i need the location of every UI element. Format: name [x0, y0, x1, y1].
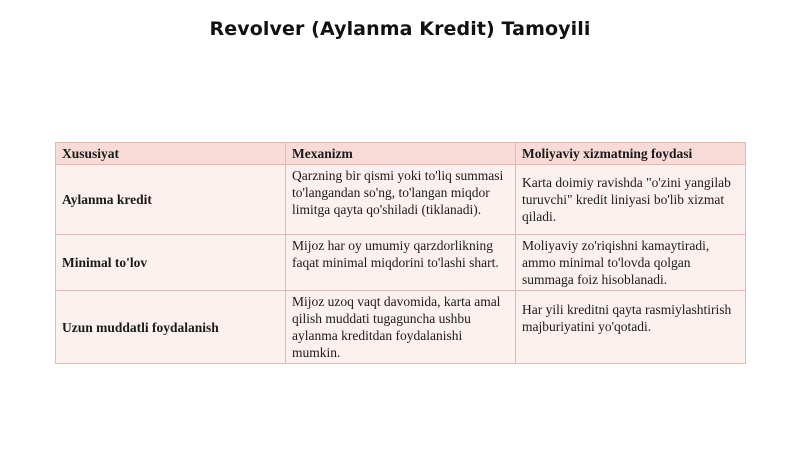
row-feature-cell: Minimal to'lov [56, 235, 286, 291]
row-benefit-cell: Moliyaviy zo'riqishni kamaytiradi, ammo minimal to'lovda qolgan summaga foiz hisoblanadi. [516, 235, 746, 291]
row-feature-cell: Aylanma kredit [56, 165, 286, 235]
table-row [56, 235, 746, 291]
header-feature: Xususiyat [56, 143, 286, 165]
table-header-row [56, 143, 746, 165]
table-row [56, 165, 746, 235]
table-row [56, 291, 746, 364]
slide-title: Revolver (Aylanma Kredit) Tamoyili [209, 18, 591, 40]
row-benefit-cell: Har yili kreditni qayta rasmiylashtirish majburiyatini yo'qotadi. [516, 291, 746, 364]
row-mechanism-cell: Mijoz uzoq vaqt davomida, karta amal qilish muddati tugaguncha ushbu aylanma kreditdan foydalanishi mumkin. [286, 291, 516, 364]
row-mechanism-cell: Qarzning bir qismi yoki to'liq summasi to'langandan so'ng, to'langan miqdor limitga qayta qo'shiladi (tiklanadi). [286, 165, 516, 235]
row-benefit-cell: Karta doimiy ravishda "o'zini yangilab turuvchi" kredit liniyasi bo'lib xizmat qiladi. [516, 165, 746, 235]
row-mechanism-cell: Mijoz har oy umumiy qarzdorlikning faqat minimal miqdorini to'lashi shart. [286, 235, 516, 291]
header-mechanism: Mexanizm [286, 143, 516, 165]
row-feature-cell: Uzun muddatli foydalanish [56, 291, 286, 364]
header-benefit: Moliyaviy xizmatning foydasi [516, 143, 746, 165]
info-table [55, 142, 746, 364]
